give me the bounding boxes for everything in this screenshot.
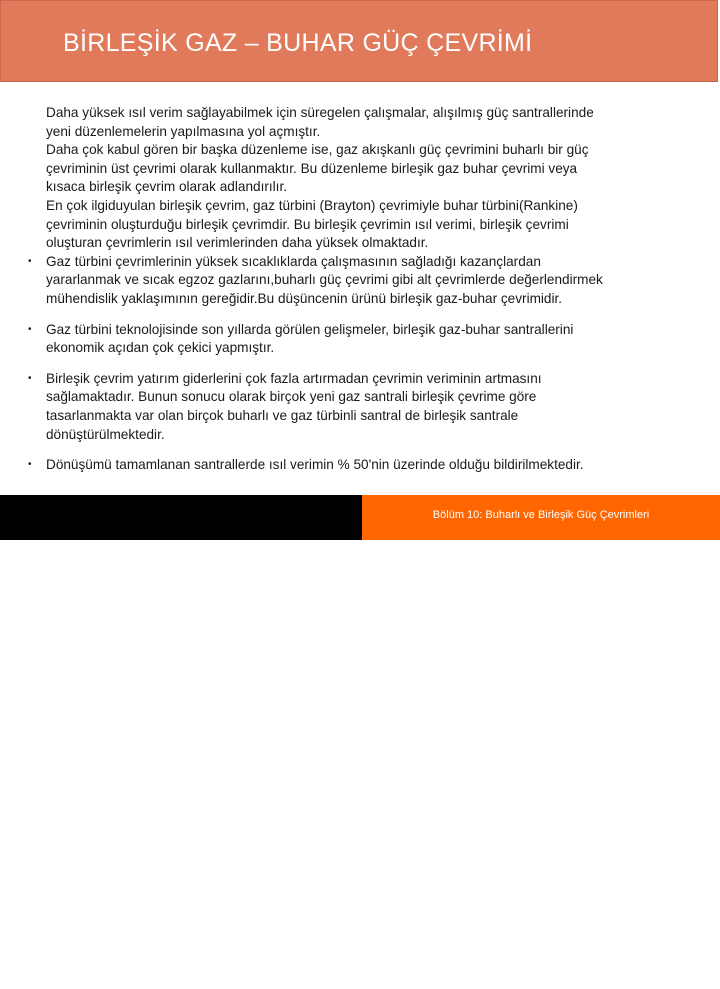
bullet-text — [46, 456, 708, 475]
chapter-title: Bölüm 10: Buharlı ve Birleşik Güç Çevrimleri — [432, 509, 650, 521]
intro-line: kısaca birleşik çevrim olarak adlandırılır. — [46, 179, 287, 195]
bullet-item — [28, 321, 708, 358]
bullet-line: sağlamaktadır. Bunun sonucu olarak birçok yeni gaz santrali birleşik çevrime göre — [46, 389, 537, 405]
bullet-text — [46, 253, 708, 309]
bullet-line: yararlanmak ve sıcak egzoz gazlarını,buharlı güç çevrimi gibi alt çevrimlerde değerlendirmek — [46, 272, 603, 288]
bullet-icon: • — [28, 323, 32, 335]
bullet-icon: • — [28, 255, 32, 267]
bullet-line: Gaz türbini teknolojisinde son yıllarda görülen gelişmeler, birleşik gaz-buhar santrallerini — [46, 321, 574, 337]
intro-paragraph — [28, 104, 708, 253]
bullet-line: ekonomik açıdan çok çekici yapmıştır. — [46, 340, 275, 356]
bullet-icon: • — [28, 459, 32, 471]
bullet-line: mühendislik yaklaşımının gereğidir.Bu düşüncenin ürünü birleşik gaz-buhar çevrimidir. — [46, 290, 563, 306]
intro-line: yeni düzenlemelerin yapılmasına yol açmıştır. — [46, 123, 321, 139]
slide-title: BİRLEŞİK GAZ – BUHAR GÜÇ ÇEVRİMİ — [63, 29, 533, 57]
slide-body — [28, 104, 708, 475]
bullet-line: Dönüşümü tamamlanan santrallerde ısıl verimin % 50'nin üzerinde olduğu bildirilmektedir. — [46, 457, 584, 473]
footer-right-bar — [362, 495, 720, 540]
footer-left-bar — [0, 495, 362, 989]
intro-line: Daha çok kabul gören bir başka düzenleme ise, gaz akışkanlı güç çevrimini buharlı bir güç — [46, 142, 589, 158]
title-bar — [0, 0, 718, 82]
bullet-item — [28, 253, 708, 309]
bullet-line: Birleşik çevrim yatırım giderlerini çok fazla artırmadan çevrimin veriminin artmasını — [46, 370, 542, 386]
page-number: 49 — [36, 974, 51, 989]
bullet-text — [46, 321, 708, 358]
bullet-icon: • — [28, 372, 32, 384]
bullet-line: dönüştürülmektedir. — [46, 426, 165, 442]
bullet-line: tasarlanmakta var olan birçok buharlı ve gaz türbinli santral de birleşik santrale — [46, 407, 519, 423]
intro-line: oluşturan çevrimlerin ısıl verimlerinden daha yüksek olmaktadır. — [46, 235, 429, 251]
intro-line: çevriminin üst çevrimi olarak kullanmaktır. Bu düzenleme birleşik gaz buhar çevrimi veya — [46, 160, 578, 176]
intro-line: En çok ilgiduyulan birleşik çevrim, gaz türbini (Brayton) çevrimiyle buhar türbini(Rankine) — [46, 197, 578, 213]
bullet-item — [28, 370, 708, 444]
bullet-line: Gaz türbini çevrimlerinin yüksek sıcaklıklarda çalışmasının sağladığı kazançlardan — [46, 253, 541, 269]
bullet-item — [28, 456, 708, 475]
intro-line: Daha yüksek ısıl verim sağlayabilmek için süregelen çalışmalar, alışılmış güç santrallerinde — [46, 105, 594, 120]
bullet-text — [46, 370, 708, 444]
intro-line: çevriminin oluşturduğu birleşik çevrimdir. Bu birleşik çevrimin ısıl verimi, birleşik çevrimi — [46, 216, 569, 232]
